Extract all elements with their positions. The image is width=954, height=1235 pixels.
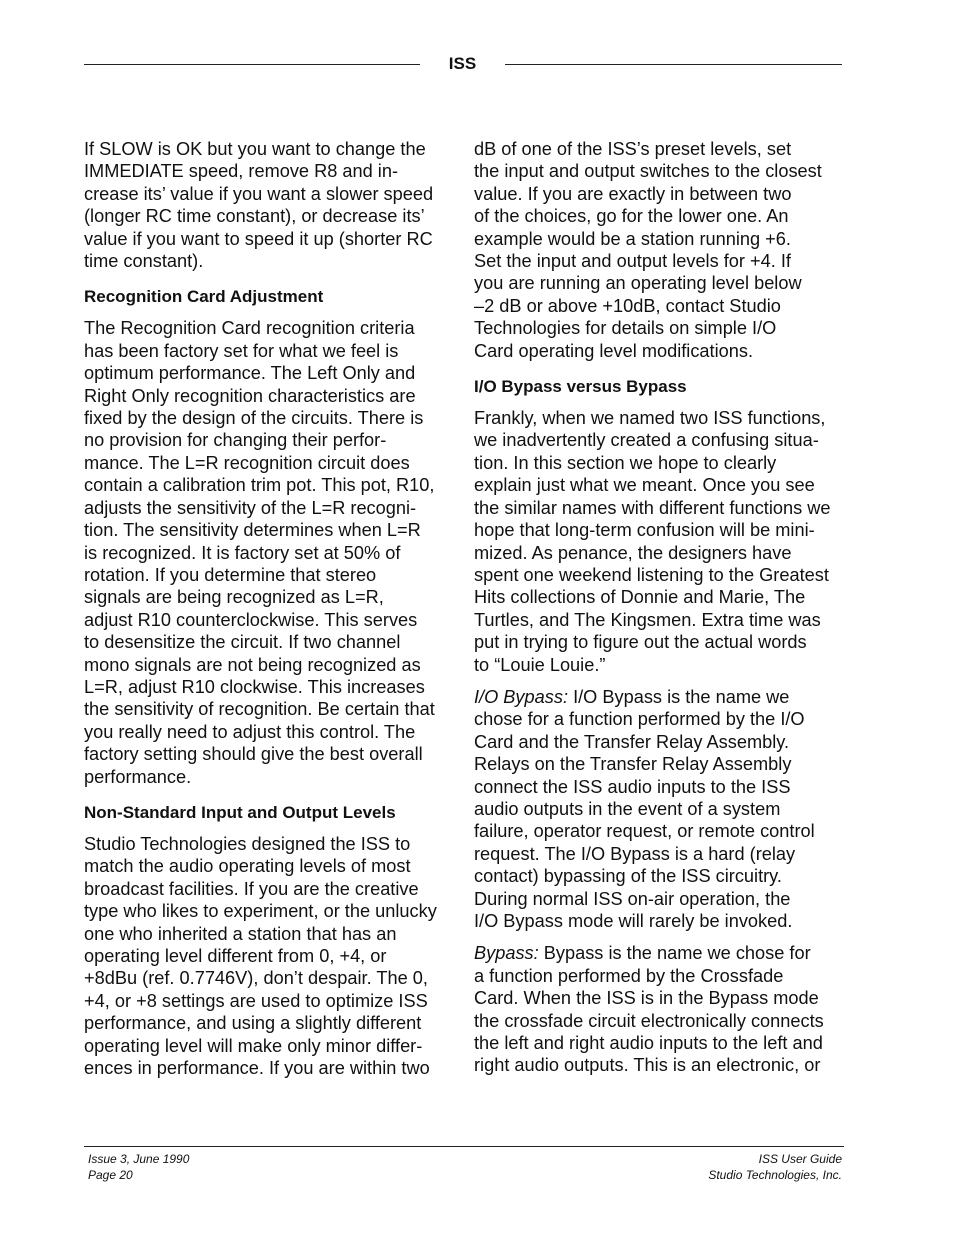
bypass-term: Bypass: [474, 943, 539, 964]
footer-right [708, 1151, 842, 1183]
paragraph-slow-speed: If SLOW is OK but you want to change the IMMEDIATE speed, remove R8 and in- crease its’ value if you want a slower speed (longer RC time constant), or decrease its’ value if you want to speed it up (shorter RC time constant). [84, 139, 434, 272]
footer-left [88, 1151, 189, 1183]
paragraph-bypass-definition: Bypass: Bypass is the name we chose for a function performed by the Crossfade Card. When the ISS is in the Bypass mode the crossfade circuit electronically connects the left and right audio inputs to the left and right audio outputs. This is an electronic, or [474, 943, 824, 1076]
footer-rule [84, 1146, 844, 1147]
paragraph-io-bypass-definition: I/O Bypass: I/O Bypass is the name we chose for a function performed by the I/O Card and the Transfer Relay Assembly. Relays on the Transfer Relay Assembly connect the ISS audio inputs to the ISS audio outputs in the event of a system failure, operator request, or remote control request. The I/O Bypass is a hard (relay contact) bypassing of the ISS circuitry. During normal ISS on-air operation, the I/O Bypass mode will rarely be invoked. [474, 686, 815, 931]
page-header-title: ISS [448, 54, 477, 73]
footer-issue: Issue 3, June 1990 [88, 1152, 190, 1166]
heading-recognition-card: Recognition Card Adjustment [84, 287, 324, 307]
left-column [84, 138, 452, 1089]
header-rule-right [505, 64, 842, 65]
heading-io-bypass-versus-bypass: I/O Bypass versus Bypass [474, 377, 687, 397]
footer-company: Studio Technologies, Inc. [708, 1168, 842, 1182]
paragraph-preset-levels: dB of one of the ISS’s preset levels, set the input and output switches to the closest value. If you are exactly in between two of the choices, go for the lower one. An example would be a station running +6. Set the input and output levels for +4. If you are running an operating level below –2 dB or above +10dB, contact Studio Technologies for details on simple I/O Card operating level modifications. [474, 139, 822, 361]
io-bypass-term: I/O Bypass: [474, 686, 569, 707]
heading-non-standard-levels: Non-Standard Input and Output Levels [84, 802, 396, 822]
paragraph-recognition-card: The Recognition Card recognition criteria has been factory set for what we feel is optimum performance. The Left Only and Right Only recognition characteristics are fixed by the design of the circuits. There is no provision for changing their perfor- mance. The L=R recognition circuit does contain a calibration trim pot. This pot, R10, adjusts the sensitivity of the L=R recogni- tion. The sensitivity determines when L=R is recognized. It is factory set at 50% of rotation. If you determine that stereo signals are being recognized as L=R, adjust R10 counterclockwise. This serves to desensitize the circuit. If two channel mono signals are not being recognized as L=R, adjust R10 clockwise. This increases the sensitivity of recognition. Be certain that you really need to adjust this control. The factory setting should give the best overall performance. [84, 318, 435, 787]
paragraph-non-standard-levels: Studio Technologies designed the ISS to match the audio operating levels of most broadcast facilities. If you are the creative type who likes to experiment, or the unlucky one who inherited a station that has an operating level different from 0, +4, or +8dBu (ref. 0.7746V), don’t despair. The 0, +4, or +8 settings are used to optimize ISS performance, and using a slightly different operating level will make only minor differ- ences in performance. If you are within two [84, 833, 437, 1079]
header-rule-left [84, 64, 420, 65]
footer-page-number: Page 20 [88, 1168, 133, 1182]
right-column [474, 138, 846, 1087]
footer-guide-title: ISS User Guide [758, 1152, 842, 1166]
paragraph-bypass-intro: Frankly, when we named two ISS functions, we inadvertently created a confusing situa- tion. In this section we hope to clearly explain just what we meant. Once you see the similar names with different functions we hope that long-term confusion will be mini- mized. As penance, the designers have spent one weekend listening to the Greatest Hits collections of Donnie and Marie, The Turtles, and The Kingsmen. Extra time was put in trying to figure out the actual words to “Louie Louie.” [474, 408, 831, 675]
